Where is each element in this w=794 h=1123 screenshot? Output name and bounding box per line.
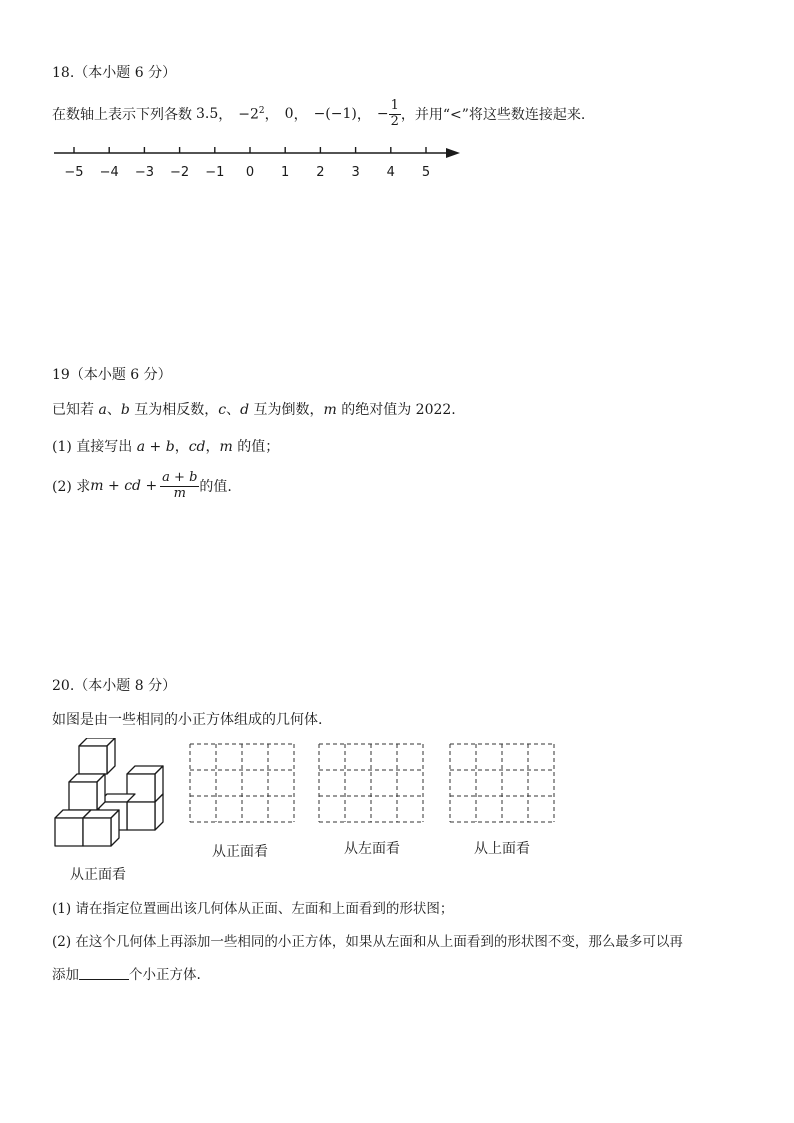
q19-stem-text-5: 互为倒数， (249, 402, 324, 418)
cube-solid-figure (50, 738, 170, 850)
q20-part-2-text-a: 添加 (52, 967, 79, 983)
q19-part-1-sep-2: ， (205, 439, 220, 455)
q20-part-2-line-1: (2) 在这个几何体上再添加一些相同的小正方体，如果从左面和从上面看到的形状图不变，那么最多可以再 (52, 934, 683, 950)
q20-part-2-text-b: 个小正方体. (129, 967, 201, 983)
q18-number-1: 3.5 (196, 106, 219, 122)
q18-number-4: −(−1) (313, 106, 357, 122)
q19-part-1-sep-1: ， (174, 439, 189, 455)
q18-number-2-exp: 2 (258, 105, 265, 116)
number-line-tick-label: 3 (351, 165, 360, 180)
q19-var-a: a (98, 402, 107, 418)
q18-stem (52, 96, 585, 132)
q19-stem-text-2: 、 (106, 402, 121, 418)
q19-header: 19（本小题 6 分） (52, 367, 172, 383)
caption-top-view: 从上面看 (474, 841, 530, 857)
q19-stem (52, 399, 456, 419)
number-line-tick-label: 5 (421, 165, 431, 180)
grid-left-view[interactable] (317, 742, 425, 824)
q19-stem-text-6: 的绝对值为 2022. (336, 402, 456, 418)
q18-sep-3: ， (293, 107, 308, 123)
q19-part-1-label: (1) 直接写出 (52, 439, 137, 455)
cube-left-top (79, 738, 115, 774)
number-line-tick-label: 2 (316, 165, 325, 180)
number-line-tick-label: 0 (245, 165, 255, 180)
number-line-tick-label: 4 (386, 165, 395, 180)
number-line-labels (64, 165, 430, 180)
q18-suffix: ，并用“<”将这些数连接起来. (400, 107, 586, 123)
number-line (50, 140, 465, 182)
q18-sep-2: ， (264, 107, 279, 123)
grid-front-view[interactable] (188, 742, 296, 824)
q19-var-b: b (120, 402, 130, 418)
q19-part-2-num: a + b (162, 470, 198, 486)
q19-part-1 (52, 436, 279, 456)
q18-number-5-sign: − (376, 106, 389, 122)
q19-part-1-expr-1: a + b (136, 439, 175, 455)
q18-prefix: 在数轴上表示下列各数 (52, 107, 192, 123)
number-line-tick-label: −5 (64, 165, 84, 180)
grid-top-view[interactable] (448, 742, 556, 824)
q19-var-m: m (323, 402, 337, 418)
number-line-arrow-icon (446, 148, 460, 158)
number-line-ticks (74, 147, 426, 153)
caption-left-view: 从左面看 (344, 841, 400, 857)
q20-part-1: (1) 请在指定位置画出该几何体从正面、左面和上面看到的形状图； (52, 901, 454, 917)
q19-part-2-den: m (173, 485, 186, 501)
q18-number-5 (377, 99, 401, 129)
cube-left-middle (69, 774, 107, 810)
number-line-tick-label: −1 (205, 165, 225, 180)
q19-part-2-expr: m + cd + (90, 478, 158, 494)
number-line-tick-label: −3 (134, 165, 154, 180)
caption-front-view: 从正面看 (212, 844, 268, 860)
q19-part-2-end: 的值. (199, 479, 232, 495)
q19-stem-text-1: 已知若 (52, 402, 99, 418)
q19-part-1-expr-2: cd (188, 439, 206, 455)
q18-number-3: 0 (284, 106, 294, 122)
q18-header: 18.（本小题 6 分） (52, 65, 177, 81)
q18-sep-4: ， (356, 107, 371, 123)
caption-solid: 从正面看 (70, 867, 126, 883)
q19-stem-text-3: 互为相反数， (129, 402, 219, 418)
q20-stem: 如图是由一些相同的小正方体组成的几何体. (52, 712, 323, 728)
q18-sep-1: ， (218, 107, 233, 123)
q18-number-2 (238, 106, 264, 123)
q19-var-d: d (240, 402, 250, 418)
cube-front-middle (83, 810, 119, 846)
q19-part-2-fraction (160, 471, 199, 501)
q18-number-5-fraction (389, 99, 401, 129)
q18-number-5-num: 1 (390, 98, 399, 114)
answer-blank[interactable] (79, 967, 129, 980)
number-line-tick-label: 1 (281, 165, 290, 180)
q20-header: 20.（本小题 8 分） (52, 678, 177, 694)
q19-part-2 (52, 466, 232, 506)
number-line-tick-label: −2 (170, 165, 190, 180)
number-line-tick-label: −4 (99, 165, 119, 180)
q19-part-2-label: (2) 求 (52, 479, 91, 495)
q19-stem-text-4: 、 (226, 402, 241, 418)
q20-part-2-line-2 (52, 963, 201, 983)
q18-number-5-den: 2 (390, 113, 399, 129)
q19-part-1-end: 的值； (232, 439, 280, 455)
q19-part-1-expr-3: m (219, 439, 233, 455)
q19-var-c: c (218, 402, 227, 418)
q18-number-2-base: −2 (238, 106, 259, 123)
